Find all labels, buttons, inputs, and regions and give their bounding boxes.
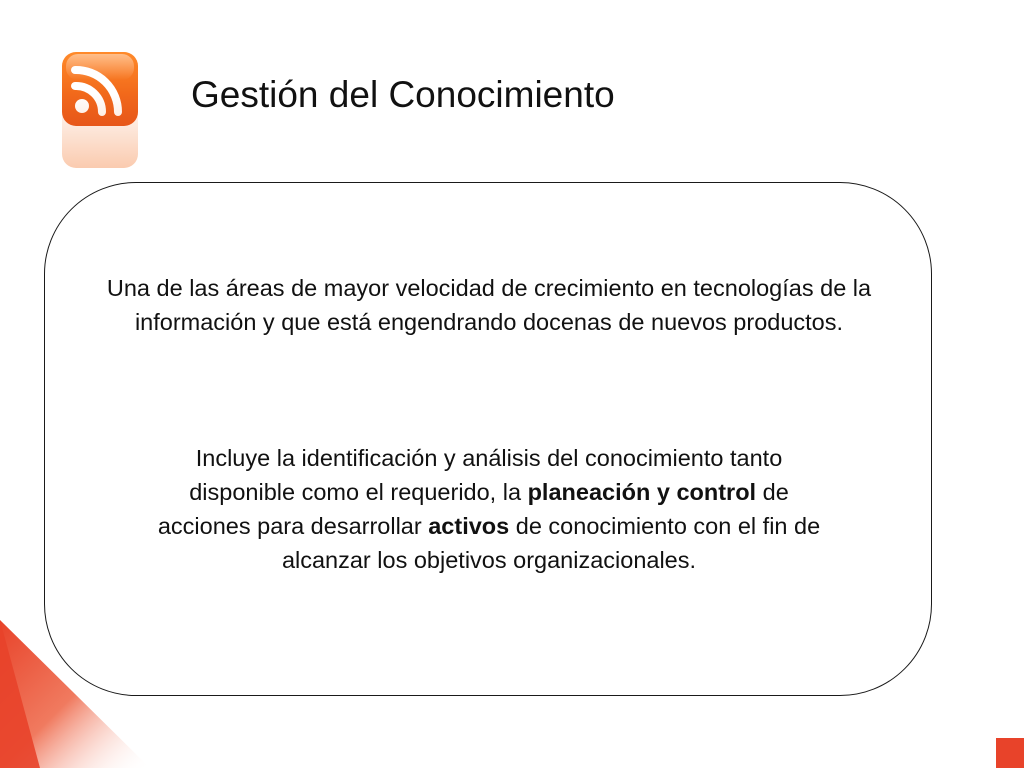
paragraph-description-text-1: Incluye la identificación y análisis del conocimiento tanto disponible como el requerido, la — [189, 445, 783, 505]
corner-decoration-left — [0, 600, 150, 768]
paragraph-description — [145, 441, 833, 577]
paragraph-description-text-3: de conocimiento con el fin de alcanzar los objetivos organizacionales. — [281, 513, 821, 573]
paragraph-description-bold-1: planeación y control — [527, 479, 757, 505]
paragraph-definition: Una de las áreas de mayor velocidad de crecimiento en tecnologías de la información y que está engendrando docenas de nuevos productos. — [106, 275, 872, 335]
paragraph-description-bold-2: activos — [428, 513, 510, 539]
rss-feed-icon — [60, 50, 140, 168]
slide-title: Gestión del Conocimiento — [191, 74, 615, 115]
paragraph-description-text-2: de acciones para desarrollar — [157, 479, 789, 539]
corner-decoration-right — [996, 738, 1024, 768]
content-box — [44, 182, 932, 696]
